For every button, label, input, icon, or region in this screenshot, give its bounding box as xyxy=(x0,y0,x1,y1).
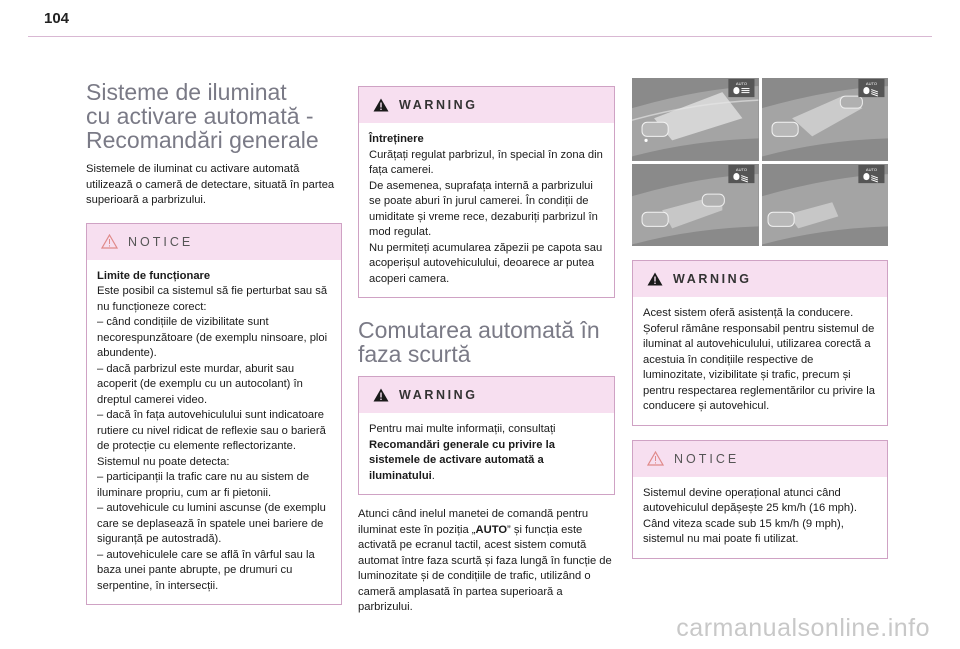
road-scene-image xyxy=(632,164,759,247)
illustration-low-beam-oncoming xyxy=(762,78,889,161)
illustration-low-beam-lit-area xyxy=(762,164,889,247)
warning-label: WARNING xyxy=(399,98,478,112)
warning-box-reference xyxy=(358,376,615,495)
notice-label: NOTICE xyxy=(674,451,740,466)
column-2 xyxy=(358,86,615,616)
warning-heading: Întreținere xyxy=(369,133,424,145)
page-number: 104 xyxy=(44,10,70,27)
notice-label: NOTICE xyxy=(128,234,194,249)
notice-body: Limite de funcționare Este posibil ca sistemul să fie perturbat sau să nu funcționeze corect: – când condițiile de vizibilitate sunt necorespunzătoare (de exemplu ninsoare, ploi abundente). – dacă parbrizul este murdar, aburit sau acoperit (de exemplu cu un autocolant) în dreptul camerei video. – dacă în fața autovehiculului sunt indicatoare rutiere cu nivel ridicat de reflexie sau o barieră de protecție cu elemente reflectorizante. Sistemul nu poate detecta: – participanții la trafic care nu au sistem de iluminare propriu, cum ar fi pietonii. – autovehicule cu lumini ascunse (de exemplu care se deplasează în spatele unei bariere de siguranță pe autostradă). – autovehiculele care se află în vârful sau la baza unei pante abrupte, pe drumuri cu serpentine, în intersecții. xyxy=(87,260,341,605)
road-scene-image xyxy=(632,78,759,161)
notice-header xyxy=(633,441,887,477)
cross-reference-link: Recomandări generale cu privire la sistemele de activare automată a iluminatului xyxy=(369,438,555,482)
notice-box-speed-threshold xyxy=(632,440,888,559)
illustration-low-beam-following xyxy=(632,164,759,247)
notice-box-limits xyxy=(86,223,342,606)
auto-label: AUTO xyxy=(735,166,747,172)
notice-body: Sistemul devine operațional atunci când autovehiculul depășește 25 km/h (16 mph). Când viteza scade sub 15 km/h (9 mph), sistemul nu mai poate fi utilizat. xyxy=(643,486,857,545)
headlamp-illustration-grid xyxy=(632,78,888,246)
illustration-high-beam xyxy=(632,78,759,161)
warning-body: Pentru mai multe informații, consultați Recomandări generale cu privire la sistemele de activare automată a iluminatului. xyxy=(369,423,556,482)
warning-triangle-icon xyxy=(373,98,389,112)
column-3 xyxy=(632,78,888,559)
road-scene-image xyxy=(762,78,889,161)
warning-label: WARNING xyxy=(399,388,478,402)
column-1 xyxy=(86,80,342,605)
warning-triangle-icon xyxy=(647,272,663,286)
section-title-auto-dipped-beam: Comutarea automată în faza scurtă xyxy=(358,317,600,367)
warning-box-maintenance xyxy=(358,86,615,298)
warning-header xyxy=(359,87,614,123)
warning-header xyxy=(359,377,614,413)
warning-body: Întreținere Curățați regulat parbrizul, în special în zona din fața camerei. De asemenea, suprafața internă a parbrizului se poate aburi în jurul camerei. În condiții de umiditate și vreme rece, dezaburiți parbrizul în mod regulat. Nu permiteți acumularea zăpezii pe capota sau acoperișul autovehiculului, deoarece ar putea acoperi camera. xyxy=(369,133,603,285)
auto-switch-paragraph: Atunci când inelul manetei de comandă pentru iluminat este în poziția „AUTO” și funcția este activată pe ecranul tactil, acest sistem comută automat între faza scurtă și faza lungă în funcție de luminozitate și de condițiile de trafic, utilizând o cameră amplasată în partea superioară a parbrizului. xyxy=(358,508,612,613)
road-scene-image xyxy=(762,164,889,247)
intro-paragraph: Sistemele de iluminat cu activare automată utilizează o cameră de detectare, situată în partea superioară a parbrizului. xyxy=(86,163,335,206)
high-beam-icon xyxy=(733,87,749,94)
section-title-automatic-lighting: Sisteme de iluminat cu activare automată - Recomandări generale xyxy=(86,79,319,153)
warning-header xyxy=(633,261,887,297)
warning-box-driver-responsibility xyxy=(632,260,888,426)
watermark: carmanualsonline.info xyxy=(676,614,930,642)
auto-label: AUTO xyxy=(735,81,747,87)
notice-triangle-icon xyxy=(647,451,664,466)
notice-header xyxy=(87,224,341,260)
notice-heading: Limite de funcționare xyxy=(97,269,211,282)
header-divider xyxy=(28,36,932,37)
auto-label: AUTO xyxy=(865,81,877,87)
notice-triangle-icon xyxy=(101,234,118,249)
warning-label: WARNING xyxy=(673,272,752,286)
warning-triangle-icon xyxy=(373,388,389,402)
warning-body: Acest sistem oferă asistență la conducere. Șoferul rămâne responsabil pentru sistemul de iluminat al autovehiculului, utilizarea corectă a acestuia în condițiile respective de luminozitate, vizibilitate și trafic, precum și pentru respectarea reglementărilor cu privire la conducere și autovehicul. xyxy=(643,307,875,412)
auto-label: AUTO xyxy=(865,166,877,172)
